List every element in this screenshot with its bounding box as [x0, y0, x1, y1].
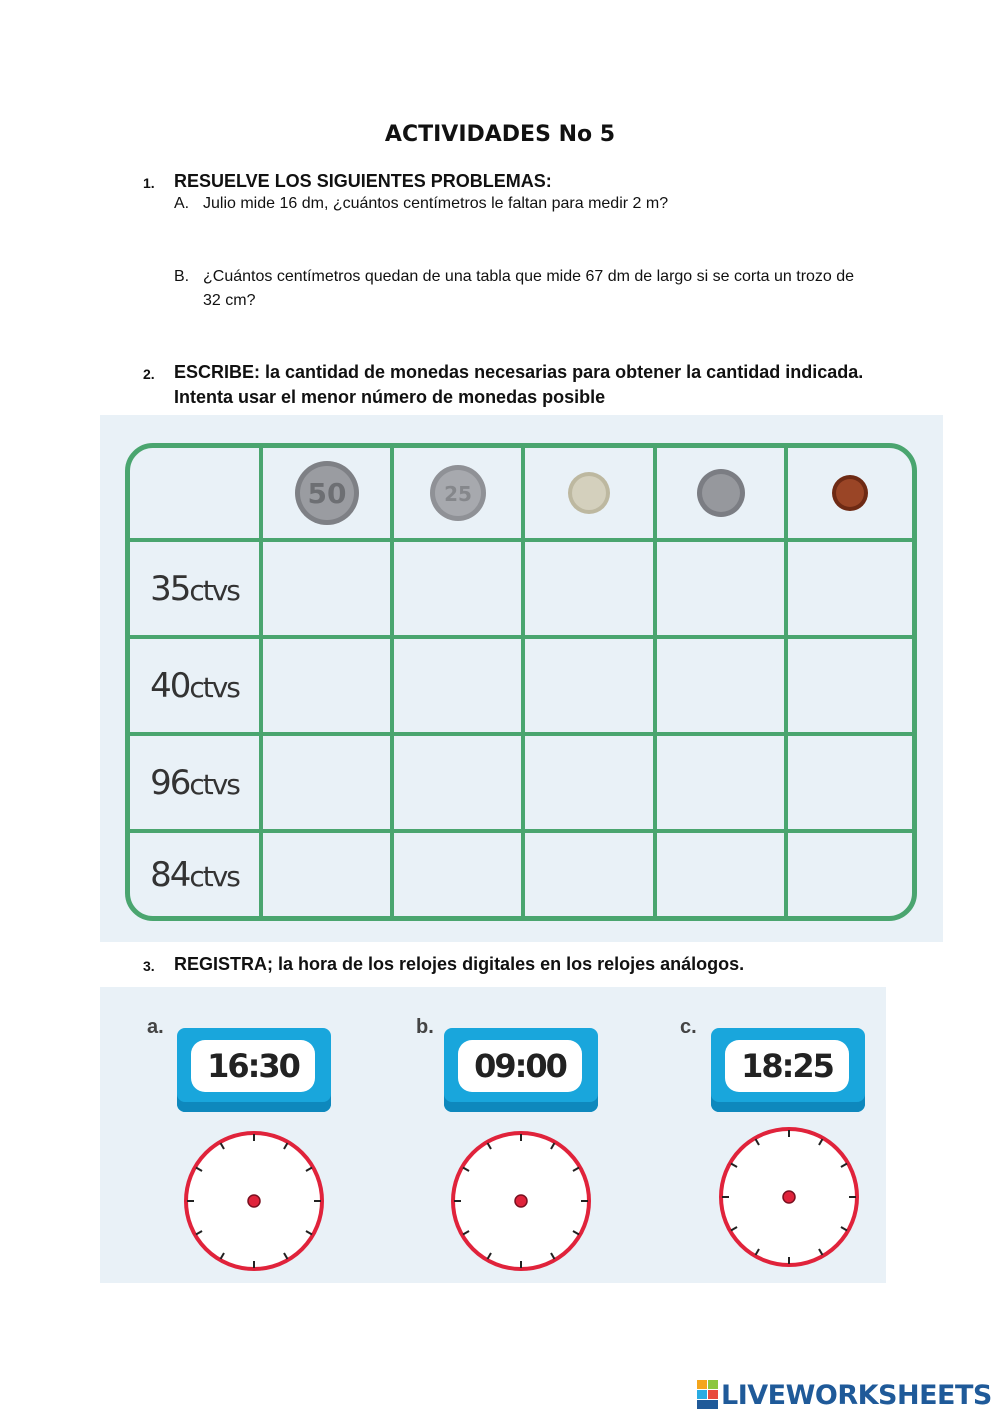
answer-cell[interactable] [394, 736, 525, 833]
clock-center-dot [515, 1195, 527, 1207]
digital-clock-c-time: 18:25 [725, 1040, 849, 1092]
analog-clock-c[interactable] [716, 1124, 862, 1270]
coin-table [125, 443, 917, 921]
section-3-heading: REGISTRA; la hora de los relojes digitales en los relojes análogos. [174, 954, 745, 974]
answer-cell[interactable] [525, 833, 657, 916]
liveworksheets-logo [697, 1378, 992, 1412]
coin-header-1 [263, 448, 394, 542]
problem-b-text: ¿Cuántos centímetros quedan de una tabla que mide 67 dm de largo si se corta un trozo de 32 cm? [203, 268, 855, 309]
corner-cell [130, 448, 263, 542]
analog-clock-b[interactable] [448, 1128, 594, 1274]
logo-mark-icon [697, 1380, 719, 1410]
page-title: ACTIVIDADES No 5 [384, 122, 616, 147]
answer-cell[interactable] [788, 542, 912, 639]
clock-face-icon [453, 1133, 589, 1269]
section-2-heading: ESCRIBE: la cantidad de monedas necesarias para obtener la cantidad indicada. Intenta usar el menor número de monedas posible [174, 362, 864, 407]
coin-25-icon [428, 463, 488, 523]
digital-clock-a [177, 1028, 331, 1112]
coin-1-icon [830, 473, 870, 513]
section-3-number: 3. [143, 958, 155, 974]
digital-clock-b-time: 09:00 [458, 1040, 582, 1092]
clock-a-letter: a. [147, 1016, 164, 1038]
answer-cell[interactable] [788, 833, 912, 916]
answer-cell[interactable] [525, 736, 657, 833]
clock-b-letter: b. [416, 1016, 434, 1038]
answer-cell[interactable] [263, 639, 394, 736]
section-1-heading: RESUELVE LOS SIGUIENTES PROBLEMAS: [174, 171, 552, 191]
problem-a-letter: A. [174, 195, 190, 212]
answer-cell[interactable] [788, 736, 912, 833]
answer-cell[interactable] [263, 736, 394, 833]
clock-face-icon [186, 1133, 322, 1269]
clock-c-letter: c. [680, 1016, 697, 1038]
clock-face-icon [721, 1129, 857, 1265]
answer-cell[interactable] [263, 542, 394, 639]
logo-text: LIVEWORKSHEETS [721, 1379, 992, 1411]
row-label-4: 84ctvs [130, 833, 263, 916]
digital-clock-c [711, 1028, 865, 1112]
problem-b-letter: B. [174, 268, 190, 285]
section-1-number: 1. [143, 175, 155, 191]
analog-clock-a[interactable] [181, 1128, 327, 1274]
answer-cell[interactable] [657, 639, 788, 736]
coin-25-label: 25 [443, 482, 472, 506]
coin-5-icon [695, 467, 747, 519]
answer-cell[interactable] [525, 639, 657, 736]
digital-clock-b [444, 1028, 598, 1112]
answer-cell[interactable] [788, 639, 912, 736]
coin-50-label: 50 [307, 477, 346, 510]
answer-cell[interactable] [657, 736, 788, 833]
answer-cell[interactable] [525, 542, 657, 639]
answer-cell[interactable] [657, 833, 788, 916]
row-label-2: 40ctvs [130, 639, 263, 736]
coin-header-5 [788, 448, 912, 542]
coin-10-icon [566, 470, 612, 516]
clock-center-dot [783, 1191, 795, 1203]
digital-clock-a-time: 16:30 [191, 1040, 315, 1092]
answer-cell[interactable] [263, 833, 394, 916]
row-label-1: 35ctvs [130, 542, 263, 639]
problem-a-text: Julio mide 16 dm, ¿cuántos centímetros le faltan para medir 2 m? [203, 195, 669, 212]
coin-header-2 [394, 448, 525, 542]
section-2-number: 2. [143, 366, 155, 382]
coin-50-icon [292, 458, 362, 528]
coin-header-3 [525, 448, 657, 542]
clock-center-dot [248, 1195, 260, 1207]
answer-cell[interactable] [657, 542, 788, 639]
coin-header-4 [657, 448, 788, 542]
answer-cell[interactable] [394, 542, 525, 639]
row-label-3: 96ctvs [130, 736, 263, 833]
answer-cell[interactable] [394, 639, 525, 736]
answer-cell[interactable] [394, 833, 525, 916]
